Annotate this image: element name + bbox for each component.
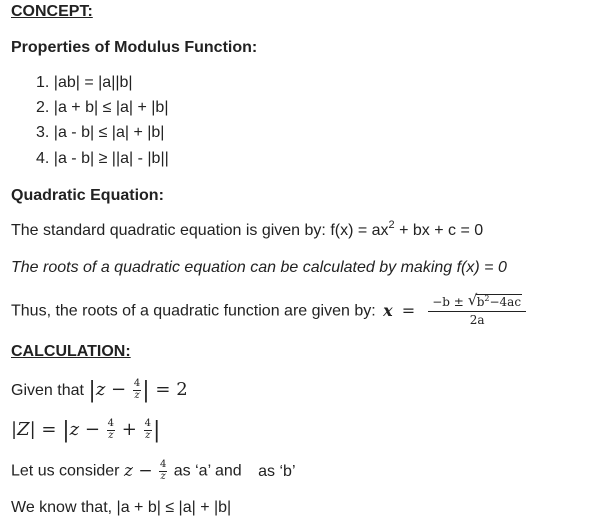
modz-expression [11, 418, 161, 443]
standard-equation-rest: + bx + c = 0 [394, 222, 484, 239]
formula-numerator [428, 291, 526, 311]
given-fraction: $\frac{4}{z}$ [133, 378, 141, 401]
formula-equals: = [401, 300, 416, 320]
property-item [36, 99, 168, 117]
given-expression [88, 378, 188, 403]
modz-fraction-2: $\frac{4}{z}$ [144, 418, 151, 441]
consider-line [11, 460, 296, 482]
roots-formula-line [11, 291, 526, 328]
standard-equation-line [11, 219, 484, 240]
property-text: |a - b| ≥ ||a| - |b|| [53, 150, 169, 167]
abs-bar-left: | [88, 378, 96, 403]
as-b-text: as ‘b’ [258, 462, 296, 480]
concept-heading: CONCEPT: [11, 3, 93, 20]
property-text: |a - b| ≤ |a| + |b| [53, 124, 165, 141]
formula-num-prefix: −b ± [432, 295, 464, 309]
know-line: We know that, |a + b| ≤ |a| + |b| [11, 499, 232, 516]
property-number: 2. [36, 99, 50, 116]
roots-note: The roots of a quadratic equation can be calculated by making f(x) = 0 [11, 259, 507, 276]
property-item [36, 150, 169, 168]
modz-plus: + [121, 419, 137, 440]
calculation-heading: CALCULATION: [11, 343, 131, 360]
consider-fraction: $\frac{4}{z}$ [160, 459, 167, 482]
given-z: z [95, 379, 106, 400]
property-item [36, 124, 164, 142]
given-equals: = 2 [155, 379, 188, 400]
property-item [36, 74, 133, 92]
formula-variable: x [383, 300, 393, 320]
modulus-properties-title: Properties of Modulus Function: [11, 39, 258, 56]
modz-line [11, 419, 160, 441]
formula-fraction [428, 291, 526, 328]
consider-text: Let us consider [11, 462, 120, 480]
given-text: Given that [11, 382, 84, 399]
quadratic-title: Quadratic Equation: [11, 187, 164, 204]
modz-minus: − [84, 419, 100, 440]
abs-bar-left: | [62, 418, 70, 443]
roots-formula [383, 291, 526, 327]
formula-denominator: 2a [428, 311, 526, 328]
as-a-text: as ‘a’ and [173, 462, 242, 480]
property-text: |ab| = |a||b| [53, 74, 133, 91]
standard-equation-exponent: 2 [388, 219, 395, 231]
modz-equals: = [41, 419, 57, 440]
property-text: |a + b| ≤ |a| + |b| [53, 99, 169, 116]
property-number: 1. [36, 74, 50, 91]
radicand: $b^2-4ac$ [476, 294, 522, 309]
modz-lhs: |Z| [11, 419, 36, 440]
modz-fraction-1: $\frac{4}{z}$ [107, 418, 115, 441]
radical-sign-icon: √ [467, 291, 478, 309]
abs-bar-right: | [142, 378, 150, 403]
given-line [11, 379, 188, 401]
roots-formula-text: Thus, the roots of a quadratic function are given by: [11, 302, 376, 320]
property-number: 4. [36, 150, 50, 167]
standard-equation-text: The standard quadratic equation is given by: f(x) = ax [11, 222, 389, 239]
property-number: 3. [36, 124, 50, 141]
abs-bar-right: | [152, 418, 161, 443]
modz-z: z [69, 419, 80, 440]
consider-expression: z − $\frac{4}{z}$ [123, 459, 167, 482]
given-minus: − [111, 379, 127, 400]
square-root [467, 291, 522, 310]
